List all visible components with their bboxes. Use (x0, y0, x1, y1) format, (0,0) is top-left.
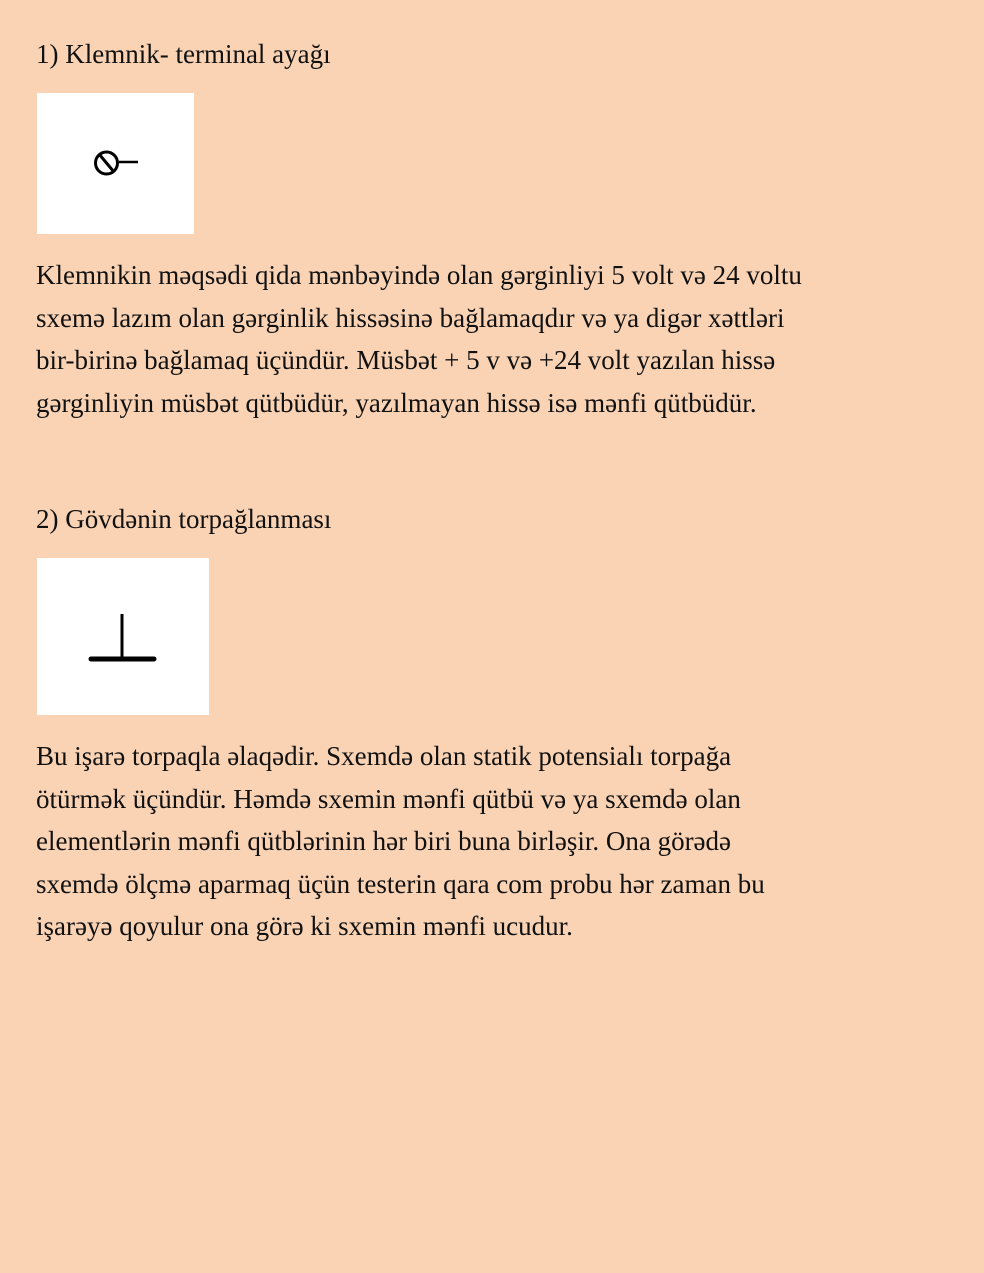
ground-symbol-icon (37, 558, 209, 715)
paragraph-line: elementlərin mənfi qütblərinin hər biri buna birləşir. Ona görədə (36, 826, 732, 856)
section-2-heading: 2) Gövdənin torpağlanması (36, 504, 332, 534)
paragraph-line: Bu işarə torpaqla əlaqədir. Sxemdə olan statik potensialı torpağa (36, 741, 732, 771)
section-1-paragraph (36, 254, 966, 424)
paragraph-line: sxemdə ölçmə aparmaq üçün testerin qara com probu hər zaman bu (36, 868, 765, 899)
paragraph-line: ötürmək üçündür. Həmdə sxemin mənfi qütbü və ya sxemdə olan (36, 783, 741, 814)
paragraph-line: gərginliyin müsbət qütbüdür, yazılmayan hissə isə mənfi qütbüdür. (36, 387, 757, 418)
terminal-symbol-box (37, 93, 194, 234)
paragraph-line: işarəyə qoyulur ona görə ki sxemin mənfi ucudur. (36, 911, 573, 941)
paragraph-line: Klemnikin məqsədi qida mənbəyində olan gərginliyi 5 volt və 24 voltu (36, 260, 802, 290)
section-2-paragraph (36, 735, 966, 948)
terminal-symbol-icon (37, 93, 194, 234)
paragraph-line: bir-birinə bağlamaq üçündür. Müsbət + 5 v və +24 volt yazılan hissə (36, 345, 776, 375)
paragraph-line: sxemə lazım olan gərginlik hissəsinə bağlamaqdır və ya digər xəttləri (36, 302, 785, 333)
section-1-heading: 1) Klemnik- terminal ayağı (36, 39, 331, 69)
ground-symbol-box (37, 558, 209, 715)
